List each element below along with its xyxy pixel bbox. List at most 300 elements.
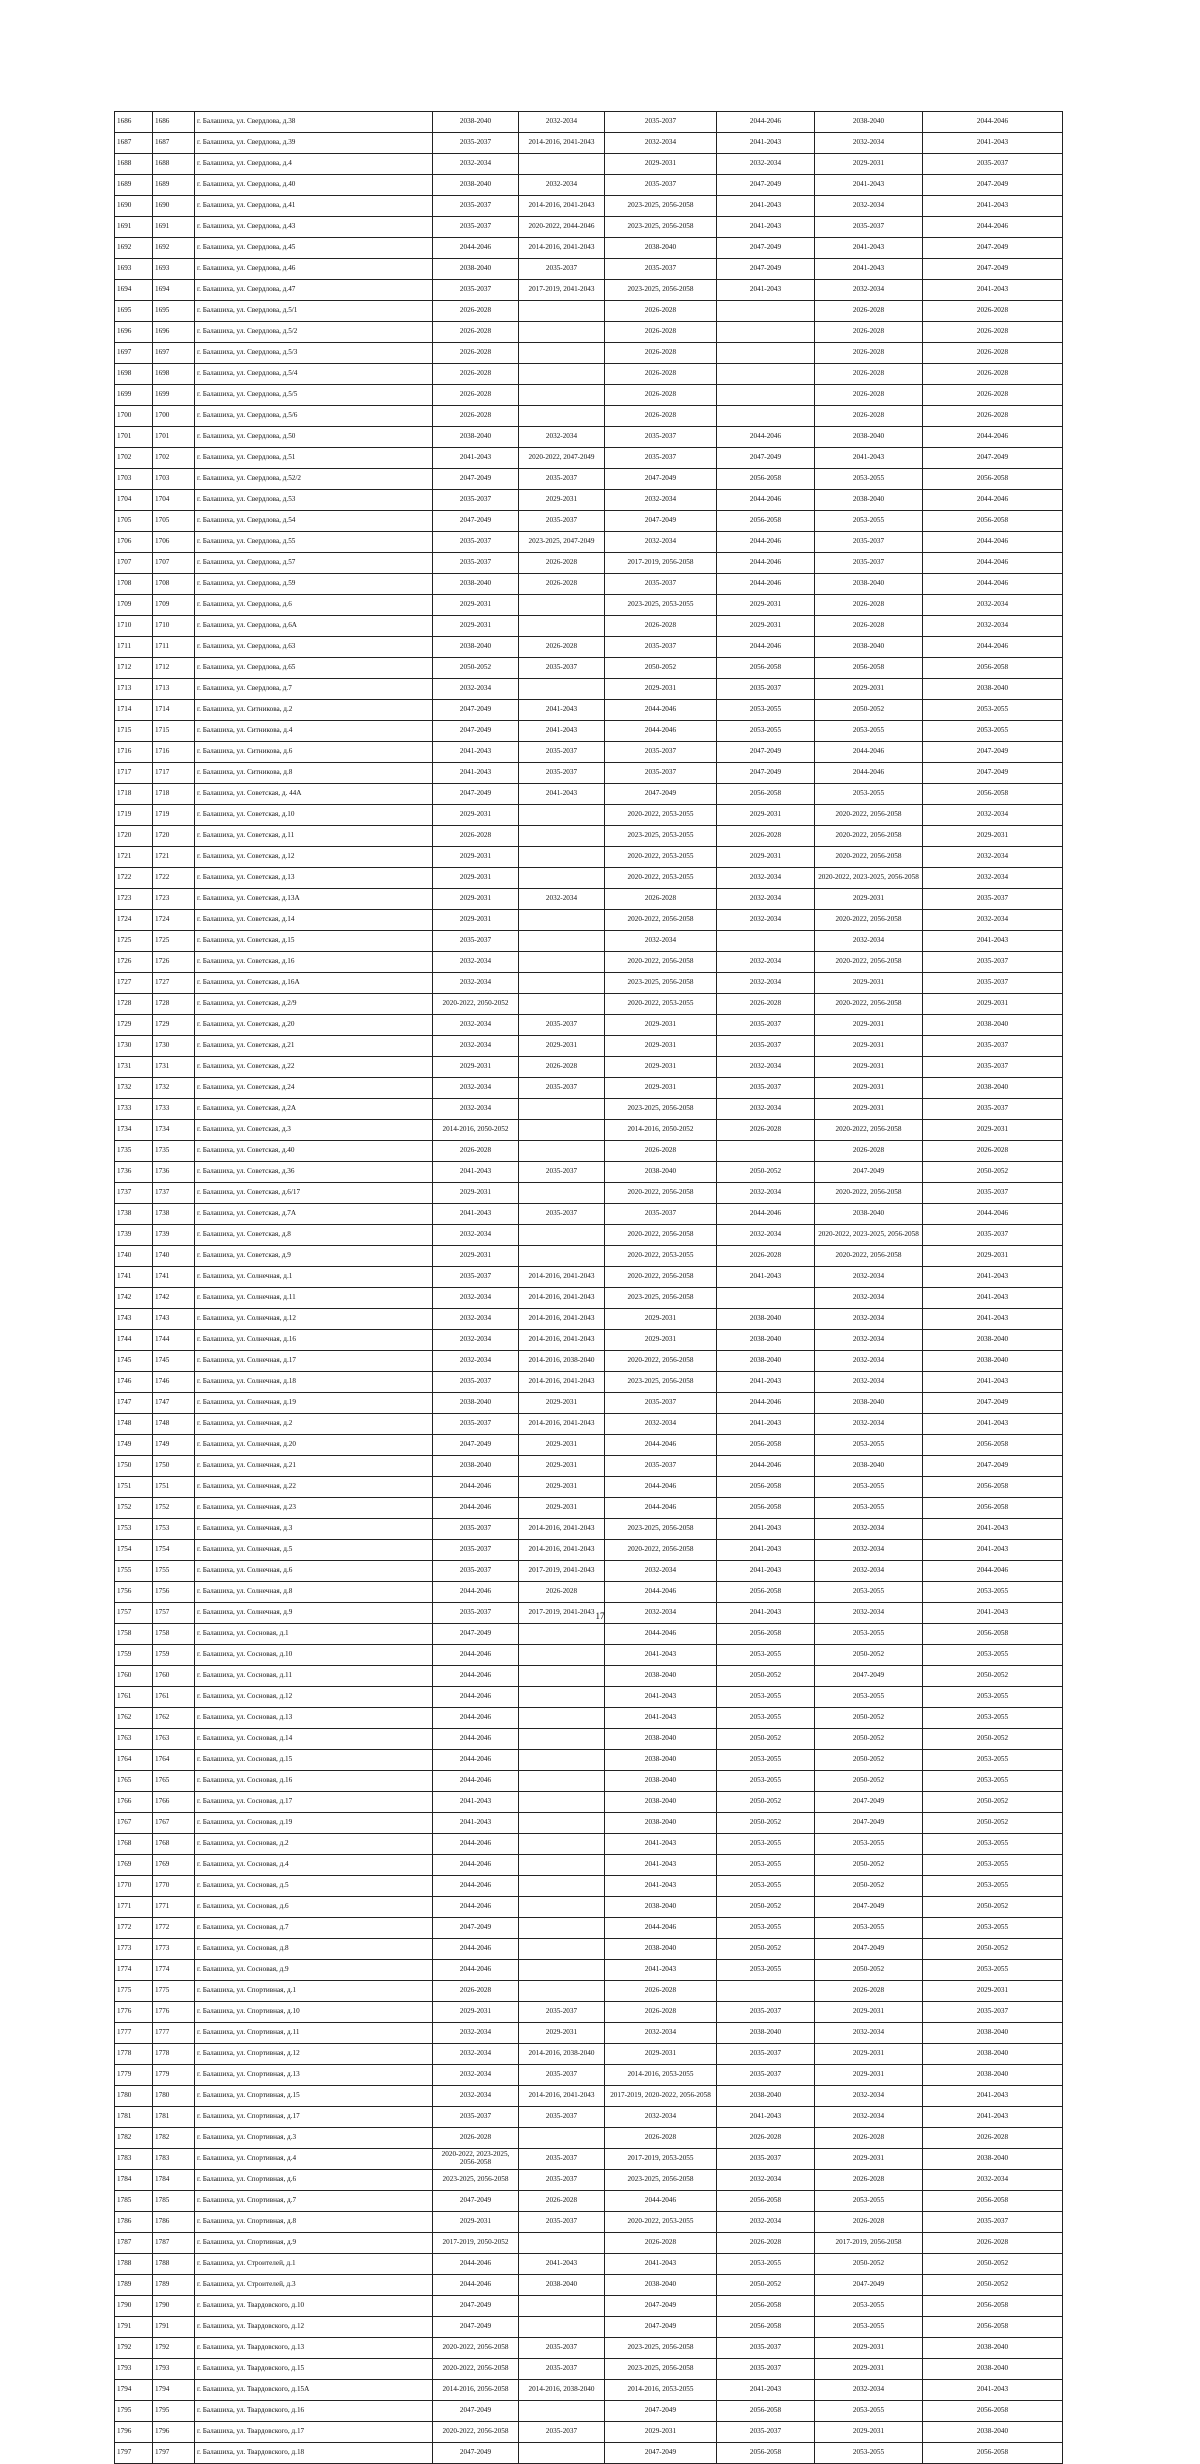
cell-period-6: 2026-2028 [923,322,1063,343]
cell-period-4: 2053-2055 [717,1855,815,1876]
cell-address: г. Балашиха, ул. Сосновая, д.11 [195,1666,433,1687]
cell-address: г. Балашиха, ул. Солнечная, д.8 [195,1582,433,1603]
cell-period-5: 2041-2043 [815,175,923,196]
cell-period-4: 2053-2055 [717,721,815,742]
cell-period-5: 2020-2022, 2023-2025, 2056-2058 [815,1225,923,1246]
cell-period-6: 2035-2037 [923,1183,1063,1204]
cell-period-6: 2035-2037 [923,889,1063,910]
cell-period-6: 2053-2055 [923,1708,1063,1729]
cell-period-6: 2053-2055 [923,1834,1063,1855]
cell-period-2: 2014-2016, 2041-2043 [519,1330,605,1351]
cell-period-6: 2041-2043 [923,133,1063,154]
cell-row-number: 1692 [115,238,153,259]
table-row [115,1981,1063,2002]
cell-period-1: 2029-2031 [433,595,519,616]
cell-period-1: 2026-2028 [433,343,519,364]
cell-period-3: 2047-2049 [605,2317,717,2338]
cell-period-1: 2044-2046 [433,1477,519,1498]
table-row [115,1078,1063,1099]
cell-address: г. Балашиха, ул. Советская, д.21 [195,1036,433,1057]
cell-period-5: 2032-2034 [815,1519,923,1540]
cell-period-6: 2056-2058 [923,469,1063,490]
table-row [115,154,1063,175]
cell-period-3: 2038-2040 [605,1813,717,1834]
cell-period-3: 2020-2022, 2053-2055 [605,847,717,868]
table-row [115,2023,1063,2044]
cell-period-2 [519,931,605,952]
cell-period-3: 2038-2040 [605,1939,717,1960]
cell-row-number: 1754 [115,1540,153,1561]
cell-period-6: 2035-2037 [923,2212,1063,2233]
cell-period-3: 2044-2046 [605,1624,717,1645]
cell-row-number: 1717 [115,763,153,784]
cell-period-6: 2053-2055 [923,1645,1063,1666]
cell-period-1: 2029-2031 [433,2002,519,2023]
table-row [115,2212,1063,2233]
cell-period-6: 2035-2037 [923,1225,1063,1246]
cell-row-number: 1704 [115,490,153,511]
cell-house-id: 1766 [153,1792,195,1813]
cell-period-6: 2035-2037 [923,1036,1063,1057]
cell-period-5: 2038-2040 [815,574,923,595]
cell-period-2: 2041-2043 [519,721,605,742]
cell-period-1: 2026-2028 [433,406,519,427]
cell-period-5: 2029-2031 [815,154,923,175]
cell-address: г. Балашиха, ул. Советская, д.3 [195,1120,433,1141]
table-row [115,1876,1063,1897]
cell-period-3: 2023-2025, 2056-2058 [605,2170,717,2191]
table-row [115,1519,1063,1540]
cell-house-id: 1689 [153,175,195,196]
cell-address: г. Балашиха, ул. Спортивная, д.10 [195,2002,433,2023]
cell-period-4: 2056-2058 [717,511,815,532]
cell-period-2: 2035-2037 [519,763,605,784]
cell-row-number: 1777 [115,2023,153,2044]
cell-house-id: 1710 [153,616,195,637]
cell-period-4: 2053-2055 [717,1708,815,1729]
cell-period-1: 2026-2028 [433,301,519,322]
table-row [115,175,1063,196]
table-row [115,847,1063,868]
cell-period-4: 2050-2052 [717,1729,815,1750]
cell-period-3: 2026-2028 [605,385,717,406]
cell-period-2: 2035-2037 [519,259,605,280]
cell-period-5: 2032-2034 [815,1414,923,1435]
table-row [115,910,1063,931]
cell-period-1: 2041-2043 [433,763,519,784]
cell-period-4: 2038-2040 [717,2023,815,2044]
table-row [115,763,1063,784]
cell-period-3: 2044-2046 [605,1435,717,1456]
cell-address: г. Балашиха, ул. Спортивная, д.17 [195,2107,433,2128]
table-row [115,1183,1063,1204]
cell-house-id: 1694 [153,280,195,301]
cell-address: г. Балашиха, ул. Советская, д.14 [195,910,433,931]
cell-period-2 [519,322,605,343]
table-row [115,868,1063,889]
cell-period-6: 2041-2043 [923,1603,1063,1624]
table-row [115,2422,1063,2443]
cell-period-5: 2038-2040 [815,637,923,658]
cell-period-5: 2029-2031 [815,1078,923,1099]
cell-house-id: 1789 [153,2275,195,2296]
cell-address: г. Балашиха, ул. Сосновая, д.9 [195,1960,433,1981]
cell-period-6: 2047-2049 [923,238,1063,259]
cell-period-4: 2041-2043 [717,2380,815,2401]
cell-period-3: 2020-2022, 2053-2055 [605,2212,717,2233]
cell-period-3: 2035-2037 [605,448,717,469]
cell-period-5: 2029-2031 [815,2359,923,2380]
cell-address: г. Балашиха, ул. Свердлова, д.5/3 [195,343,433,364]
cell-address: г. Балашиха, ул. Советская, д.16 [195,952,433,973]
cell-period-1: 2035-2037 [433,280,519,301]
cell-address: г. Балашиха, ул. Свердлова, д.40 [195,175,433,196]
table-row [115,385,1063,406]
cell-period-4: 2038-2040 [717,1309,815,1330]
cell-period-1: 2047-2049 [433,469,519,490]
cell-period-2 [519,2233,605,2254]
cell-period-5: 2047-2049 [815,1162,923,1183]
cell-period-3: 2050-2052 [605,658,717,679]
cell-period-3: 2038-2040 [605,1750,717,1771]
table-row [115,1246,1063,1267]
table-row [115,1645,1063,1666]
cell-period-1: 2035-2037 [433,133,519,154]
cell-period-1: 2038-2040 [433,427,519,448]
cell-period-5: 2056-2058 [815,658,923,679]
cell-period-1: 2029-2031 [433,889,519,910]
cell-address: г. Балашиха, ул. Солнечная, д.11 [195,1288,433,1309]
cell-period-4: 2032-2034 [717,889,815,910]
cell-address: г. Балашиха, ул. Советская, д.12 [195,847,433,868]
cell-period-1: 2044-2046 [433,1771,519,1792]
cell-period-6: 2041-2043 [923,2086,1063,2107]
cell-period-4: 2050-2052 [717,1939,815,1960]
cell-period-2 [519,910,605,931]
cell-address: г. Балашиха, ул. Свердлова, д.5/4 [195,364,433,385]
cell-period-2: 2032-2034 [519,427,605,448]
cell-row-number: 1728 [115,994,153,1015]
cell-period-4: 2026-2028 [717,1120,815,1141]
cell-period-6: 2041-2043 [923,1372,1063,1393]
cell-period-2 [519,1729,605,1750]
cell-period-1: 2026-2028 [433,1141,519,1162]
cell-period-5: 2038-2040 [815,490,923,511]
cell-period-1: 2026-2028 [433,1981,519,2002]
cell-period-6: 2029-2031 [923,1120,1063,1141]
table-row [115,1351,1063,1372]
cell-address: г. Балашиха, ул. Свердлова, д.38 [195,112,433,133]
table-row [115,1918,1063,1939]
cell-period-3: 2032-2034 [605,1414,717,1435]
cell-period-2 [519,1666,605,1687]
cell-period-5: 2053-2055 [815,721,923,742]
cell-row-number: 1701 [115,427,153,448]
cell-period-6: 2032-2034 [923,805,1063,826]
cell-row-number: 1775 [115,1981,153,2002]
cell-period-6: 2044-2046 [923,490,1063,511]
cell-period-3: 2041-2043 [605,1834,717,1855]
cell-period-1: 2044-2046 [433,1939,519,1960]
table-row [115,196,1063,217]
cell-period-5: 2053-2055 [815,469,923,490]
cell-period-5: 2053-2055 [815,1687,923,1708]
table-row [115,427,1063,448]
cell-row-number: 1796 [115,2422,153,2443]
table-row [115,2107,1063,2128]
cell-period-5: 2020-2022, 2023-2025, 2056-2058 [815,868,923,889]
cell-period-5: 2032-2034 [815,931,923,952]
cell-row-number: 1781 [115,2107,153,2128]
cell-period-5: 2053-2055 [815,2443,923,2464]
cell-address: г. Балашиха, ул. Советская, д.16А [195,973,433,994]
cell-period-6: 2056-2058 [923,1498,1063,1519]
cell-address: г. Балашиха, ул. Советская, д.13А [195,889,433,910]
cell-row-number: 1761 [115,1687,153,1708]
cell-period-2: 2035-2037 [519,2338,605,2359]
cell-period-6: 2026-2028 [923,2128,1063,2149]
cell-house-id: 1741 [153,1267,195,1288]
cell-period-4: 2038-2040 [717,2086,815,2107]
cell-period-3: 2038-2040 [605,1792,717,1813]
cell-period-5: 2050-2052 [815,1645,923,1666]
cell-period-5: 2032-2034 [815,2023,923,2044]
table-row [115,1582,1063,1603]
cell-period-6: 2056-2058 [923,658,1063,679]
cell-address: г. Балашиха, ул. Спортивная, д.11 [195,2023,433,2044]
cell-period-1: 2047-2049 [433,2401,519,2422]
cell-house-id: 1788 [153,2254,195,2275]
cell-period-1: 2035-2037 [433,490,519,511]
cell-period-5: 2053-2055 [815,1918,923,1939]
cell-house-id: 1698 [153,364,195,385]
cell-period-2: 2035-2037 [519,2212,605,2233]
cell-period-3: 2041-2043 [605,2254,717,2275]
cell-period-2 [519,385,605,406]
cell-period-5: 2026-2028 [815,1981,923,2002]
cell-address: г. Балашиха, ул. Солнечная, д.9 [195,1603,433,1624]
cell-period-6: 2029-2031 [923,1981,1063,2002]
cell-period-3: 2032-2034 [605,133,717,154]
cell-address: г. Балашиха, ул. Солнечная, д.3 [195,1519,433,1540]
cell-period-1: 2032-2034 [433,1078,519,1099]
cell-row-number: 1723 [115,889,153,910]
table-row [115,1225,1063,1246]
table-row [115,448,1063,469]
cell-period-4: 2029-2031 [717,805,815,826]
cell-period-2: 2017-2019, 2041-2043 [519,280,605,301]
cell-period-3: 2047-2049 [605,2401,717,2422]
cell-house-id: 1719 [153,805,195,826]
cell-period-3: 2038-2040 [605,1897,717,1918]
cell-address: г. Балашиха, ул. Советская, д.13 [195,868,433,889]
table-row [115,1897,1063,1918]
cell-period-2 [519,2317,605,2338]
cell-house-id: 1791 [153,2317,195,2338]
table-row [115,2317,1063,2338]
cell-period-2 [519,1183,605,1204]
cell-period-4: 2047-2049 [717,175,815,196]
cell-period-2 [519,1771,605,1792]
cell-period-6: 2044-2046 [923,1561,1063,1582]
cell-period-4: 2056-2058 [717,2296,815,2317]
cell-period-3: 2035-2037 [605,1456,717,1477]
cell-period-5: 2050-2052 [815,1876,923,1897]
cell-period-5: 2038-2040 [815,427,923,448]
cell-address: г. Балашиха, ул. Свердлова, д.59 [195,574,433,595]
cell-house-id: 1769 [153,1855,195,1876]
cell-row-number: 1712 [115,658,153,679]
cell-period-4: 2035-2037 [717,2359,815,2380]
cell-period-4: 2050-2052 [717,1162,815,1183]
cell-period-1: 2038-2040 [433,259,519,280]
cell-period-1: 2044-2046 [433,1729,519,1750]
cell-period-4: 2041-2043 [717,1372,815,1393]
cell-period-4: 2041-2043 [717,1267,815,1288]
cell-period-1: 2047-2049 [433,700,519,721]
cell-period-3: 2035-2037 [605,112,717,133]
cell-row-number: 1739 [115,1225,153,1246]
table-row [115,700,1063,721]
table-row [115,2443,1063,2464]
cell-period-3: 2032-2034 [605,1561,717,1582]
cell-period-5: 2020-2022, 2056-2058 [815,994,923,1015]
cell-house-id: 1729 [153,1015,195,1036]
cell-period-2: 2035-2037 [519,2422,605,2443]
cell-address: г. Балашиха, ул. Сосновая, д.14 [195,1729,433,1750]
cell-period-2: 2014-2016, 2041-2043 [519,1309,605,1330]
cell-period-4: 2035-2037 [717,2044,815,2065]
cell-period-4 [717,931,815,952]
cell-period-4: 2044-2046 [717,637,815,658]
cell-period-4: 2056-2058 [717,1435,815,1456]
table-row [115,2044,1063,2065]
cell-period-1: 2044-2046 [433,2254,519,2275]
cell-row-number: 1784 [115,2170,153,2191]
cell-period-4: 2053-2055 [717,1918,815,1939]
cell-period-6: 2053-2055 [923,1960,1063,1981]
cell-house-id: 1746 [153,1372,195,1393]
cell-period-2: 2029-2031 [519,1477,605,1498]
table-row [115,1813,1063,1834]
cell-period-2: 2014-2016, 2041-2043 [519,238,605,259]
cell-period-6: 2044-2046 [923,217,1063,238]
cell-period-3: 2020-2022, 2053-2055 [605,994,717,1015]
cell-address: г. Балашиха, ул. Свердлова, д.57 [195,553,433,574]
cell-period-6: 2038-2040 [923,2359,1063,2380]
cell-period-5: 2032-2034 [815,1288,923,1309]
cell-period-2 [519,868,605,889]
table-row [115,1141,1063,1162]
cell-period-1: 2032-2034 [433,1309,519,1330]
cell-period-5: 2029-2031 [815,1057,923,1078]
cell-period-1: 2044-2046 [433,1645,519,1666]
cell-period-4: 2029-2031 [717,595,815,616]
cell-period-5: 2020-2022, 2056-2058 [815,805,923,826]
cell-house-id: 1748 [153,1414,195,1435]
cell-period-1: 2014-2016, 2050-2052 [433,1120,519,1141]
cell-period-1: 2044-2046 [433,1855,519,1876]
cell-house-id: 1750 [153,1456,195,1477]
cell-period-2: 2020-2022, 2044-2046 [519,217,605,238]
cell-house-id: 1753 [153,1519,195,1540]
cell-period-5: 2035-2037 [815,532,923,553]
cell-period-1: 2044-2046 [433,238,519,259]
cell-period-5: 2053-2055 [815,1498,923,1519]
cell-period-1: 2032-2034 [433,1225,519,1246]
cell-period-6: 2032-2034 [923,595,1063,616]
cell-period-5: 2032-2034 [815,1351,923,1372]
cell-period-5: 2038-2040 [815,1393,923,1414]
cell-period-3: 2023-2025, 2056-2058 [605,973,717,994]
table-body [115,112,1063,2464]
cell-period-2 [519,2443,605,2464]
cell-period-5: 2050-2052 [815,1960,923,1981]
table-row [115,574,1063,595]
cell-house-id: 1785 [153,2191,195,2212]
cell-period-1: 2050-2052 [433,658,519,679]
cell-period-5: 2026-2028 [815,2170,923,2191]
cell-house-id: 1687 [153,133,195,154]
cell-address: г. Балашиха, ул. Твардовского, д.10 [195,2296,433,2317]
cell-house-id: 1765 [153,1771,195,1792]
cell-period-4 [717,406,815,427]
cell-row-number: 1791 [115,2317,153,2338]
cell-period-6: 2053-2055 [923,700,1063,721]
cell-period-3: 2020-2022, 2053-2055 [605,805,717,826]
cell-period-6: 2038-2040 [923,2023,1063,2044]
cell-address: г. Балашиха, ул. Сосновая, д.8 [195,1939,433,1960]
cell-row-number: 1762 [115,1708,153,1729]
table-row [115,1561,1063,1582]
cell-address: г. Балашиха, ул. Спортивная, д.9 [195,2233,433,2254]
cell-address: г. Балашиха, ул. Свердлова, д.5/2 [195,322,433,343]
table-row [115,280,1063,301]
cell-period-5: 2020-2022, 2056-2058 [815,847,923,868]
cell-row-number: 1778 [115,2044,153,2065]
cell-period-1: 2032-2034 [433,2044,519,2065]
cell-period-2: 2035-2037 [519,2170,605,2191]
cell-period-3: 2014-2016, 2050-2052 [605,1120,717,1141]
cell-house-id: 1721 [153,847,195,868]
cell-period-5: 2029-2031 [815,2044,923,2065]
cell-period-1: 2038-2040 [433,1456,519,1477]
cell-period-6: 2047-2049 [923,763,1063,784]
cell-period-2 [519,1981,605,2002]
table-row [115,826,1063,847]
cell-address: г. Балашиха, ул. Сосновая, д.15 [195,1750,433,1771]
cell-row-number: 1726 [115,952,153,973]
cell-row-number: 1793 [115,2359,153,2380]
cell-period-6: 2041-2043 [923,1288,1063,1309]
cell-address: г. Балашиха, ул. Свердлова, д.54 [195,511,433,532]
cell-period-6: 2035-2037 [923,973,1063,994]
cell-period-6: 2047-2049 [923,448,1063,469]
cell-period-6: 2032-2034 [923,847,1063,868]
cell-period-3: 2035-2037 [605,1204,717,1225]
table-row [115,637,1063,658]
cell-period-6: 2056-2058 [923,2401,1063,2422]
cell-period-1: 2026-2028 [433,385,519,406]
cell-house-id: 1735 [153,1141,195,1162]
cell-period-2 [519,1939,605,1960]
cell-period-5: 2029-2031 [815,973,923,994]
cell-period-4: 2056-2058 [717,2443,815,2464]
cell-period-6: 2047-2049 [923,175,1063,196]
table-row [115,1666,1063,1687]
cell-house-id: 1691 [153,217,195,238]
cell-period-5: 2050-2052 [815,1771,923,1792]
